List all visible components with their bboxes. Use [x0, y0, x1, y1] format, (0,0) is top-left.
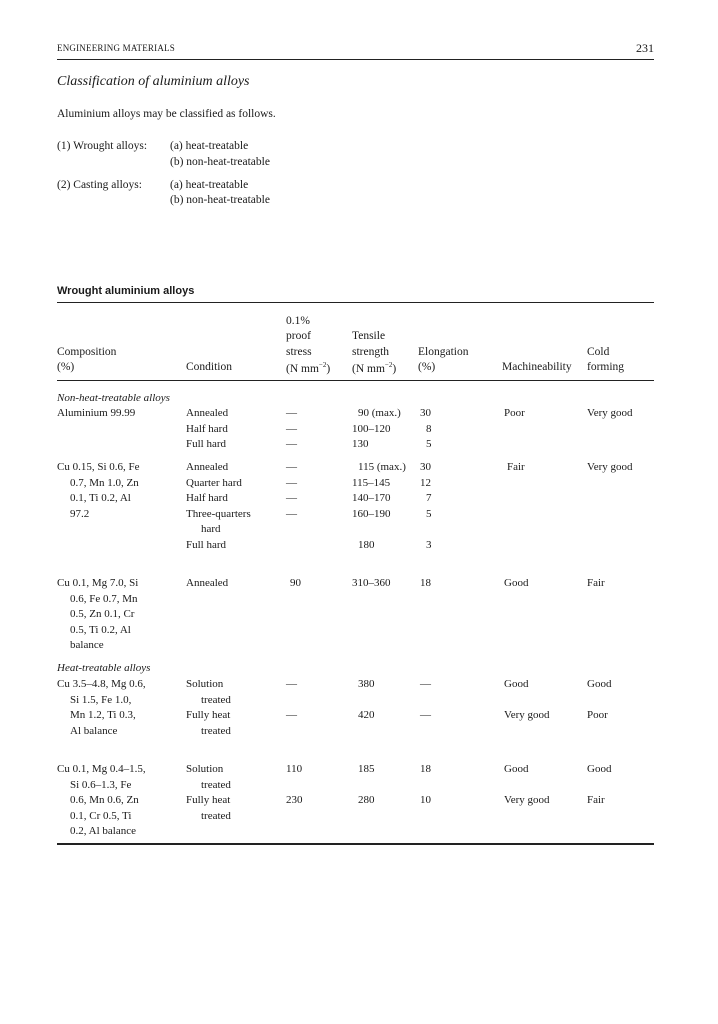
composition-cell: 0.6, Fe 0.7, Mn — [70, 593, 138, 605]
condition-cell: treated — [201, 694, 231, 706]
composition-cell: 0.1, Cr 0.5, Ti — [70, 810, 132, 822]
composition-cell: Aluminium 99.99 — [57, 407, 136, 419]
proof-cell: — — [286, 492, 297, 504]
header-machineability: Machineability — [502, 361, 572, 373]
table-title: Wrought aluminium alloys — [57, 285, 195, 297]
table-top-rule — [57, 302, 654, 303]
casting-label: (2) Casting alloys: — [57, 179, 142, 191]
machineability-cell: Good — [504, 678, 529, 690]
composition-cell: 0.6, Mn 0.6, Zn — [70, 794, 139, 806]
elongation-cell: 5 — [426, 438, 432, 450]
tensile-cell: 130 — [352, 438, 369, 450]
header-proof-1: 0.1% — [286, 315, 310, 327]
header-elongation-unit: (%) — [418, 361, 436, 373]
condition-cell: Solution — [186, 678, 224, 690]
casting-option-b: (b) non-heat-treatable — [170, 194, 270, 206]
header-condition: Condition — [186, 361, 233, 373]
composition-cell: Cu 0.1, Mg 0.4–1.5, — [57, 763, 146, 775]
elongation-cell: — — [420, 709, 431, 721]
header-tensile-2: strength — [352, 346, 390, 358]
composition-cell: Si 1.5, Fe 1.0, — [70, 694, 132, 706]
proof-cell: — — [286, 438, 297, 450]
proof-cell: — — [286, 477, 297, 489]
composition-cell: 0.7, Mn 1.0, Zn — [70, 477, 139, 489]
table-header-rule — [57, 380, 654, 381]
proof-cell: 110 — [286, 763, 303, 775]
condition-cell: Three-quarters — [186, 508, 251, 520]
condition-cell: treated — [201, 810, 231, 822]
composition-cell: Al balance — [70, 725, 118, 737]
composition-cell: 0.1, Ti 0.2, Al — [70, 492, 131, 504]
header-tensile-unit-base: (N mm — [352, 362, 385, 375]
composition-cell: 0.2, Al balance — [70, 825, 136, 837]
header-proof-3: stress — [286, 346, 312, 358]
tensile-cell: 115–145 — [352, 477, 391, 489]
cold-forming-cell: Fair — [587, 577, 605, 589]
elongation-cell: 8 — [426, 423, 432, 435]
condition-cell: Fully heat — [186, 709, 231, 721]
condition-cell: Fully heat — [186, 794, 231, 806]
cold-forming-cell: Fair — [587, 794, 605, 806]
elongation-cell: 12 — [420, 477, 431, 489]
tensile-cell: 115 (max.) — [358, 461, 406, 473]
machineability-cell: Very good — [504, 794, 550, 806]
condition-cell: Solution — [186, 763, 224, 775]
wrought-label: (1) Wrought alloys: — [57, 140, 148, 152]
composition-cell: Cu 3.5–4.8, Mg 0.6, — [57, 678, 146, 690]
elongation-cell: 18 — [420, 763, 431, 775]
tensile-cell: 310–360 — [352, 577, 391, 589]
tensile-cell: 180 — [358, 539, 375, 551]
tensile-cell: 140–170 — [352, 492, 391, 504]
condition-cell: Full hard — [186, 539, 227, 551]
condition-cell: Half hard — [186, 423, 228, 435]
wrought-option-a: (a) heat-treatable — [170, 140, 249, 152]
intro-paragraph: Aluminium alloys may be classified as follows. — [57, 108, 276, 120]
elongation-cell: 5 — [426, 508, 432, 520]
header-tensile-unit-close: ) — [392, 362, 397, 375]
tensile-cell: 280 — [358, 794, 375, 806]
proof-cell: — — [286, 461, 297, 473]
condition-cell: Quarter hard — [186, 477, 242, 489]
machineability-cell: Fair — [507, 461, 525, 473]
header-tensile-1: Tensile — [352, 330, 386, 342]
elongation-cell: 10 — [420, 794, 431, 806]
section-title: Classification of aluminium alloys — [57, 74, 250, 89]
condition-cell: treated — [201, 725, 231, 737]
header-proof-unit-exp: −2 — [318, 361, 327, 369]
condition-cell: treated — [201, 779, 231, 791]
tensile-cell: 380 — [358, 678, 375, 690]
condition-cell: Annealed — [186, 461, 229, 473]
condition-cell: Half hard — [186, 492, 228, 504]
tensile-cell: 90 (max.) — [358, 407, 401, 419]
composition-cell: balance — [70, 639, 104, 651]
condition-cell: Annealed — [186, 407, 229, 419]
elongation-cell: 7 — [426, 492, 432, 504]
header-rule — [57, 59, 654, 60]
header-proof-unit — [286, 361, 330, 375]
composition-cell: Si 0.6–1.3, Fe — [70, 779, 132, 791]
elongation-cell: 30 — [420, 407, 431, 419]
composition-cell: Cu 0.1, Mg 7.0, Si — [57, 577, 139, 589]
header-proof-unit-close: ) — [326, 362, 331, 375]
cold-forming-cell: Very good — [587, 407, 633, 419]
tensile-cell: 160–190 — [352, 508, 391, 520]
table-bottom-rule — [57, 843, 654, 845]
proof-cell: — — [286, 678, 297, 690]
header-composition-unit: (%) — [57, 361, 75, 373]
header-tensile-unit — [352, 361, 396, 375]
header-cold-2: forming — [587, 361, 625, 373]
wrought-option-b: (b) non-heat-treatable — [170, 156, 270, 168]
elongation-cell: 30 — [420, 461, 431, 473]
header-elongation: Elongation — [418, 346, 469, 358]
composition-cell: 0.5, Zn 0.1, Cr — [70, 608, 135, 620]
cold-forming-cell: Very good — [587, 461, 633, 473]
tensile-cell: 100–120 — [352, 423, 391, 435]
casting-option-a: (a) heat-treatable — [170, 179, 249, 191]
header-composition: Composition — [57, 346, 117, 358]
cold-forming-cell: Poor — [587, 709, 608, 721]
tensile-cell: 420 — [358, 709, 375, 721]
composition-cell: Mn 1.2, Ti 0.3, — [70, 709, 136, 721]
condition-cell: Full hard — [186, 438, 227, 450]
proof-cell: — — [286, 508, 297, 520]
condition-cell: hard — [201, 523, 221, 535]
header-tensile-unit-exp: −2 — [384, 361, 393, 369]
composition-cell: 0.5, Ti 0.2, Al — [70, 624, 131, 636]
header-proof-unit-base: (N mm — [286, 362, 319, 375]
tensile-cell: 185 — [358, 763, 375, 775]
group-label-heat: Heat-treatable alloys — [57, 662, 151, 674]
composition-cell: Cu 0.15, Si 0.6, Fe — [57, 461, 140, 473]
elongation-cell: 18 — [420, 577, 431, 589]
page-number: 231 — [636, 41, 654, 55]
running-title: ENGINEERING MATERIALS — [57, 43, 175, 53]
machineability-cell: Poor — [504, 407, 525, 419]
cold-forming-cell: Good — [587, 763, 612, 775]
elongation-cell: — — [420, 678, 431, 690]
machineability-cell: Good — [504, 577, 529, 589]
proof-cell: — — [286, 423, 297, 435]
header-proof-2: proof — [286, 330, 311, 342]
condition-cell: Annealed — [186, 577, 229, 589]
cold-forming-cell: Good — [587, 678, 612, 690]
proof-cell: 90 — [290, 577, 301, 589]
group-label-non-heat: Non-heat-treatable alloys — [57, 392, 170, 404]
machineability-cell: Good — [504, 763, 529, 775]
proof-cell: — — [286, 709, 297, 721]
proof-cell: — — [286, 407, 297, 419]
composition-cell: 97.2 — [70, 508, 90, 520]
elongation-cell: 3 — [426, 539, 432, 551]
proof-cell: 230 — [286, 794, 303, 806]
machineability-cell: Very good — [504, 709, 550, 721]
header-cold-1: Cold — [587, 346, 610, 358]
